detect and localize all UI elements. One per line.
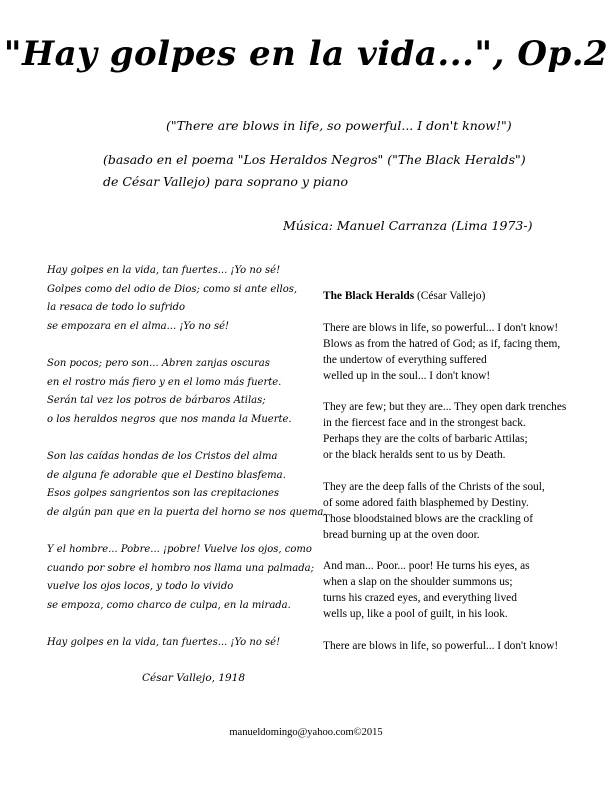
poem-line: They are few; but they are... They open dark trenches — [323, 401, 567, 414]
english-stanza — [323, 321, 566, 385]
poem-line: There are blows in life, so powerful... I don't know! — [323, 639, 559, 652]
spanish-stanza — [47, 448, 327, 522]
page-title: "Hay golpes en la vida...", Op.2 — [3, 34, 609, 74]
poem-line: Son pocos; pero son... Abren zanjas oscuras — [47, 357, 270, 369]
spanish-poem — [47, 262, 327, 671]
basis-line-2: de César Vallejo) para soprano y piano — [103, 174, 348, 189]
poem-line: vuelve los ojos locos, y todo lo vivido — [47, 581, 234, 593]
poem-line: when a slap on the shoulder summons us; — [323, 576, 513, 589]
poem-line: wells up, like a pool of guilt, in his look. — [323, 608, 508, 621]
poem-line: Those bloodstained blows are the crackling of — [323, 512, 534, 525]
english-poem-title: The Black Heralds — [323, 290, 415, 302]
spanish-stanza — [47, 355, 327, 429]
poem-line: se empoza, como charco de culpa, en la mirada. — [47, 599, 291, 611]
spanish-stanza — [47, 262, 327, 336]
basis-line-1: (basado en el poema "Los Heraldos Negros" ("The Black Heralds") — [103, 152, 526, 167]
poem-line: Y el hombre... Pobre... ¡pobre! Vuelve los ojos, como — [47, 543, 312, 555]
poem-line: They are the deep falls of the Christs of the soul, — [323, 480, 545, 493]
poem-line: cuando por sobre el hombro nos llama una palmada; — [47, 562, 314, 574]
poem-line: de alguna fe adorable que el Destino blasfema. — [47, 469, 286, 481]
poem-line: Perhaps they are the colts of barbaric Attilas; — [323, 433, 528, 446]
poem-line: in the fiercest face and in the strongest back. — [323, 417, 526, 430]
poet-signature: César Vallejo, 1918 — [142, 672, 246, 684]
poem-line: And man... Poor... poor! He turns his eyes, as — [323, 560, 530, 573]
english-poem-author: (César Vallejo) — [414, 290, 486, 302]
poem-line: or the black heralds sent to us by Death. — [323, 449, 506, 462]
poem-line: the undertow of everything suffered — [323, 353, 487, 366]
poem-line: Esos golpes sangrientos son las crepitaciones — [47, 488, 280, 500]
poem-line: of some adored faith blasphemed by Destiny. — [323, 496, 529, 509]
english-poem — [323, 289, 566, 671]
spanish-stanza — [47, 541, 327, 615]
poem-line: welled up in the soul... I don't know! — [323, 369, 491, 382]
poem-line: se empozara en el alma... ¡Yo no sé! — [47, 320, 230, 332]
english-stanza — [323, 559, 566, 623]
poem-line: turns his crazed eyes, and everything lived — [323, 592, 517, 605]
composer-credit: Música: Manuel Carranza (Lima 1973-) — [283, 218, 533, 233]
poem-line: Golpes como del odio de Dios; como si ante ellos, — [47, 283, 298, 295]
poem-line: Hay golpes en la vida, tan fuertes... ¡Yo no sé! — [47, 265, 281, 276]
poem-line: There are blows in life, so powerful... I don't know! — [323, 321, 559, 334]
poem-line: o los heraldos negros que nos manda la Muerte. — [47, 413, 292, 425]
poem-line: Son las caídas hondas de los Cristos del alma — [47, 450, 278, 462]
english-poem-heading — [323, 289, 566, 305]
poem-line: de algún pan que en la puerta del horno se nos quema. — [47, 506, 327, 518]
poem-line: Blows as from the hatred of God; as if, facing them, — [323, 337, 561, 350]
poem-line: la resaca de todo lo sufrido — [47, 302, 186, 314]
poem-line: bread burning up at the oven door. — [323, 528, 480, 541]
poem-line: en el rostro más fiero y en el lomo más fuerte. — [47, 376, 282, 388]
poem-line: Serán tal vez los potros de bárbaros Atilas; — [47, 395, 266, 407]
english-stanza — [323, 639, 566, 655]
footer-contact: manueldomingo@yahoo.com©2015 — [229, 727, 383, 738]
poem-line: Hay golpes en la vida, tan fuertes... ¡Yo no sé! — [47, 636, 281, 648]
english-stanza — [323, 480, 566, 544]
spanish-stanza — [47, 634, 327, 653]
subtitle-translation: ("There are blows in life, so powerful... I don't know!") — [166, 118, 512, 133]
english-stanza — [323, 400, 566, 464]
